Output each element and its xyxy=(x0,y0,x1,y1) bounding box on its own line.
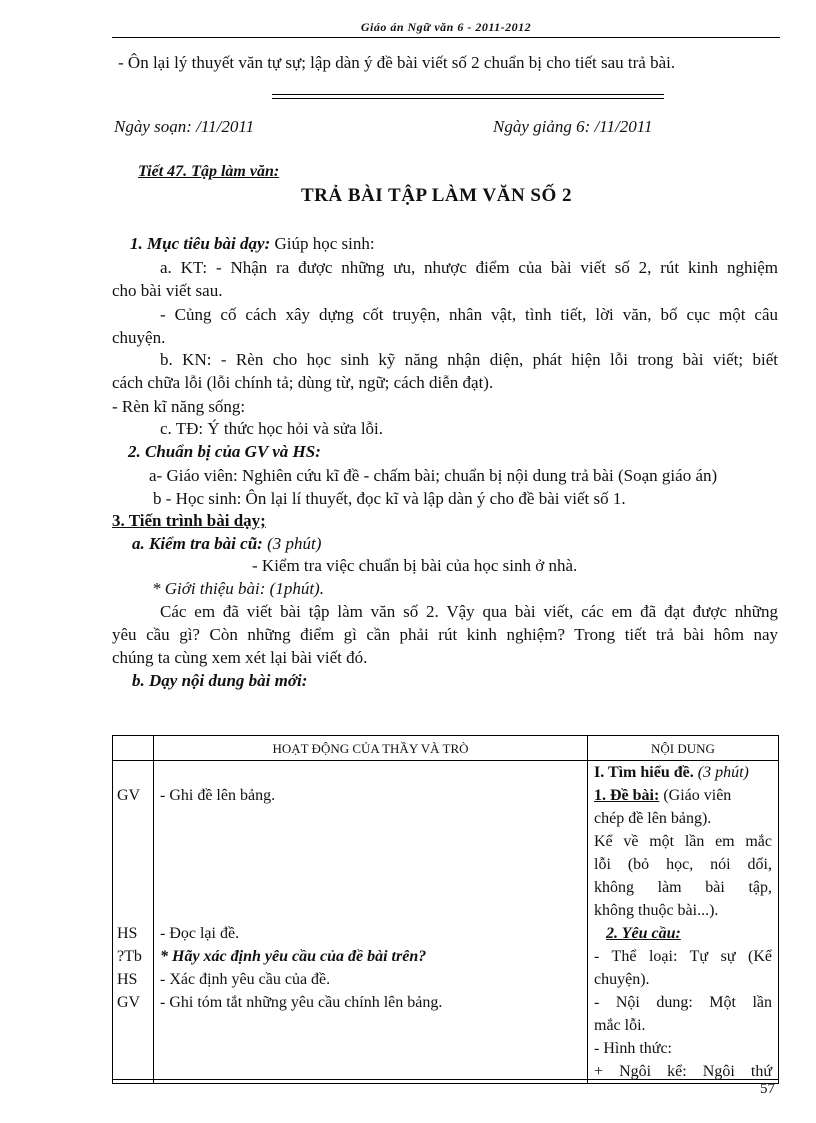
activity-cell: - Xác định yêu cầu của đề. xyxy=(160,971,331,988)
content-column xyxy=(588,761,779,1084)
intro-paragraph-3: chúng ta cùng xem xét lại bài viết đó. xyxy=(112,648,368,667)
ke-line: Kể về một lần em mắc xyxy=(594,833,772,850)
table-row xyxy=(113,761,779,1084)
role-cell xyxy=(117,876,149,899)
de-bai-rest: (Giáo viên xyxy=(659,787,732,804)
activity-cell xyxy=(160,899,581,922)
ke-line: lỗi (bỏ học, nói dối, xyxy=(594,856,772,873)
table-header-row xyxy=(113,736,779,761)
activity-cell xyxy=(160,830,581,853)
role-cell xyxy=(117,830,149,853)
activity-cell xyxy=(160,807,581,830)
page-number: 57 xyxy=(760,1081,775,1097)
content-section-heading xyxy=(594,761,772,784)
activity-cell xyxy=(160,1014,581,1037)
activity-cell xyxy=(160,876,581,899)
header-col-role xyxy=(113,736,154,761)
role-cell: ?Tb xyxy=(117,948,142,965)
header-col-content: NỘI DUNG xyxy=(588,736,779,761)
role-column xyxy=(113,761,154,1084)
yeu-cau-heading: 2. Yêu cầu: xyxy=(606,925,681,942)
de-bai-label: 1. Đề bài: xyxy=(594,787,660,804)
noi-dung-line: - Nội dung: Một lần xyxy=(594,994,772,1011)
activity-cell: - Đọc lại đề. xyxy=(160,925,240,942)
prep-hs: b - Học sinh: Ôn lại lí thuyết, đọc kĩ và lập dàn ý cho đề bài viết số 1. xyxy=(153,489,626,508)
activity-question: * Hãy xác định yêu cầu của đề bài trên? xyxy=(160,948,427,965)
lesson-table xyxy=(112,735,779,1084)
process-heading: 3. Tiến trình bài dạy; xyxy=(112,511,266,530)
activity-cell: - Ghi đề lên bảng. xyxy=(160,787,276,804)
hinh-thuc-line: - Hình thức: xyxy=(594,1040,672,1057)
activity-cell xyxy=(160,761,581,784)
the-loai-line: - Thể loại: Tự sự (Kể xyxy=(594,948,772,965)
section-time: (3 phút) xyxy=(693,764,749,781)
role-cell xyxy=(117,899,149,922)
intro-line: - Ôn lại lý thuyết văn tự sự; lập dàn ý đề bài viết số 2 chuẩn bị cho tiết sau trả bài. xyxy=(118,53,676,72)
intro-paragraph-1: Các em đã viết bài tập làm văn số 2. Vậy qua bài viết, các em đã đạt được những xyxy=(160,602,778,621)
role-cell xyxy=(117,1014,149,1037)
objectives-heading-label: 1. Mục tiêu bài dạy: xyxy=(130,234,271,253)
date-giang: Ngày giảng 6: /11/2011 xyxy=(493,117,653,136)
objective-kn-2: cách chữa lỗi (lỗi chính tả; dùng từ, ngữ; cách diễn đạt). xyxy=(112,373,494,392)
objectives-heading xyxy=(130,234,375,254)
role-cell: GV xyxy=(117,994,141,1011)
role-cell: HS xyxy=(117,971,138,988)
objective-cung-2: chuyện. xyxy=(112,328,166,347)
objective-ks: - Rèn kĩ năng sống: xyxy=(112,397,246,416)
objective-cung-1: - Củng cố cách xây dựng cốt truyện, nhân vật, tình tiết, lời văn, bố cục một câu xyxy=(160,305,778,324)
header-col-activity: HOẠT ĐỘNG CỦA THẦY VÀ TRÒ xyxy=(154,736,588,761)
separator-line xyxy=(272,94,664,99)
prep-gv: a- Giáo viên: Nghiên cứu kĩ đề - chấm bài; chuẩn bị nội dung trả bài (Soạn giáo án) xyxy=(149,466,718,485)
activity-cell xyxy=(160,853,581,876)
intro-label: * Giới thiệu bài: (1phút). xyxy=(152,579,324,598)
activity-cell: - Ghi tóm tắt những yêu cầu chính lên bảng. xyxy=(160,994,443,1011)
lesson-title: TRẢ BÀI TẬP LÀM VĂN SỐ 2 xyxy=(301,185,573,206)
role-cell xyxy=(117,853,149,876)
check-heading xyxy=(132,534,321,554)
objective-kn-1: b. KN: - Rèn cho học sinh kỹ năng nhận diện, phát hiện lỗi trong bài viết; biết xyxy=(160,350,778,369)
lesson-label: Tiết 47. Tập làm văn: xyxy=(138,163,280,180)
ke-line: không thuộc bài...). xyxy=(594,902,719,919)
ngoi-ke-line: + Ngôi kể: Ngôi thứ xyxy=(594,1063,772,1080)
ke-line: không làm bài tập, xyxy=(594,879,772,896)
role-cell: GV xyxy=(117,787,141,804)
activity-column xyxy=(154,761,588,1084)
objectives-heading-rest: Giúp học sinh: xyxy=(270,234,375,253)
check-time: (3 phút) xyxy=(262,534,322,553)
role-cell xyxy=(117,1037,149,1060)
role-cell xyxy=(117,761,149,784)
de-bai-line: chép đề lên bảng). xyxy=(594,810,712,827)
footer-line xyxy=(112,1079,779,1080)
objective-kt-1: a. KT: - Nhận ra được những ưu, nhược điểm của bài viết số 2, rút kinh nghiệm xyxy=(160,258,778,277)
the-loai-line: chuyện). xyxy=(594,971,650,988)
check-label: a. Kiểm tra bài cũ: xyxy=(132,534,263,553)
section-title: I. Tìm hiểu đề. xyxy=(594,764,694,781)
de-bai-heading xyxy=(594,784,772,807)
activity-cell xyxy=(160,1037,581,1060)
new-lesson-label: b. Dạy nội dung bài mới: xyxy=(132,671,308,690)
noi-dung-line: mắc lỗi. xyxy=(594,1017,646,1034)
page-header: Giáo án Ngữ văn 6 - 2011-2012 xyxy=(112,20,780,38)
date-soan: Ngày soạn: /11/2011 xyxy=(114,117,255,136)
intro-paragraph-2: yêu cầu gì? Còn những điểm gì cần phải rút kinh nghiệm? Trong tiết trả bài hôm nay xyxy=(112,625,778,644)
role-cell xyxy=(117,807,149,830)
objective-kt-2: cho bài viết sau. xyxy=(112,281,223,300)
role-cell: HS xyxy=(117,925,138,942)
objective-td: c. TĐ: Ý thức học hỏi và sửa lỗi. xyxy=(160,419,384,438)
prep-heading: 2. Chuẩn bị của GV và HS: xyxy=(128,442,321,461)
check-item: - Kiểm tra việc chuẩn bị bài của học sinh ở nhà. xyxy=(252,556,578,575)
